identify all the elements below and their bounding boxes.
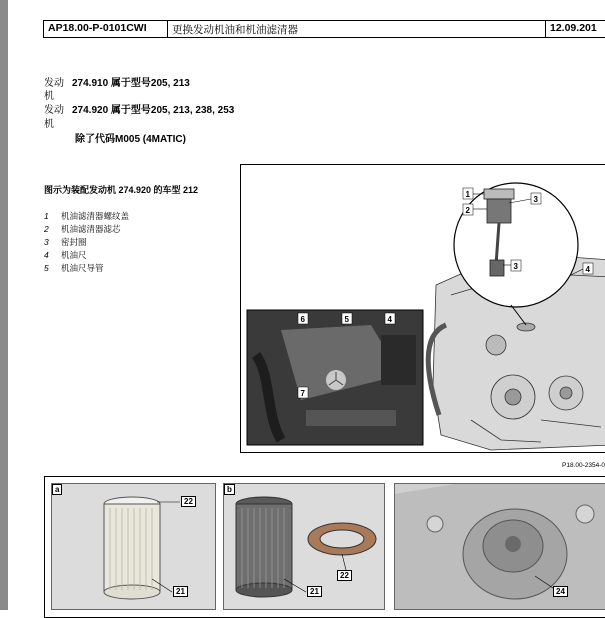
engine-text-2: 274.920 属于型号205, 213, 238, 253	[72, 105, 235, 116]
document-title: 更换发动机油和机油滤清器	[168, 21, 546, 37]
document-header	[43, 20, 605, 38]
callout-3a: 3	[533, 195, 538, 204]
figure-caption: 图示为装配发动机 274.920 的车型 212	[44, 185, 199, 195]
callout-1: 1	[465, 190, 470, 199]
callout-4-inset: 4	[387, 315, 392, 324]
engine-label-1: 发动	[44, 78, 64, 89]
filter-and-seal-drawing	[224, 484, 384, 609]
callout-2: 2	[465, 206, 470, 215]
panel-b-tag: b	[224, 484, 235, 495]
legend-item: 2 机油滤清器滤芯	[44, 224, 121, 234]
filter-figure-frame	[44, 476, 605, 618]
engine-label-1b: 机	[44, 91, 54, 102]
page-left-rule	[0, 0, 8, 610]
panel-c	[394, 483, 605, 610]
engine-drawing	[241, 165, 605, 452]
engine-illustration	[240, 164, 605, 453]
callout-4: 4	[585, 265, 590, 274]
callout-21-b: 21	[307, 586, 322, 597]
engine-label-2b: 机	[44, 119, 54, 130]
engine-text-1: 274.910 属于型号205, 213	[72, 78, 190, 89]
filter-housing-drawing	[395, 484, 605, 609]
callout-22-a: 22	[181, 496, 196, 507]
callout-3b: 3	[513, 262, 518, 271]
callout-6: 6	[300, 315, 305, 324]
callout-21-a: 21	[173, 586, 188, 597]
panel-a-tag: a	[52, 484, 62, 495]
panel-b	[223, 483, 385, 610]
callout-7: 7	[300, 389, 305, 398]
legend-item: 3 密封圈	[44, 237, 87, 247]
engine-label-2: 发动	[44, 105, 64, 116]
legend-list	[44, 210, 129, 275]
callout-5: 5	[344, 315, 349, 324]
figure-reference: P18.00-2354-0	[562, 462, 605, 469]
legend-item: 5 机油尺导管	[44, 263, 104, 273]
callout-24: 24	[553, 586, 568, 597]
legend-item: 1 机油滤清器螺纹盖	[44, 211, 130, 221]
panel-a	[51, 483, 216, 610]
document-id: AP18.00-P-0101CWI	[44, 21, 168, 37]
exception-note: 除了代码M005 (4MATIC)	[75, 134, 186, 145]
document-date: 12.09.201	[550, 22, 597, 34]
legend-item: 4 机油尺	[44, 250, 87, 260]
callout-22-b: 22	[337, 570, 352, 581]
